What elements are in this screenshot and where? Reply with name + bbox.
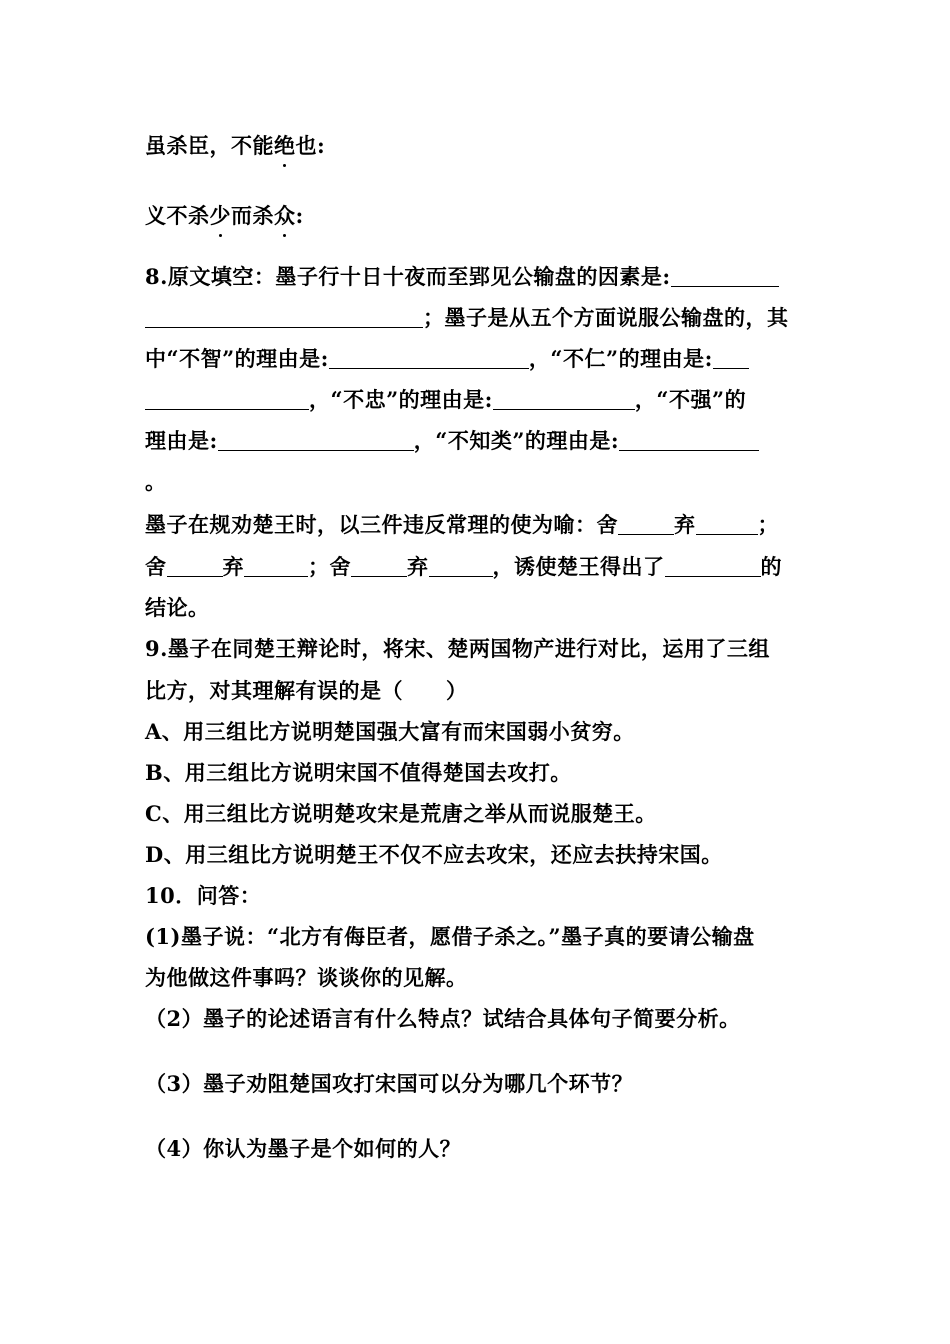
- text: ，“不强”的: [634, 387, 747, 412]
- blank-field[interactable]: [713, 346, 749, 369]
- option-d: [145, 840, 723, 870]
- blank-field[interactable]: [167, 554, 223, 577]
- blank-field[interactable]: [493, 387, 635, 410]
- dotted-char: 绝: [274, 131, 296, 161]
- text: 虽杀臣，不能: [145, 133, 274, 158]
- text: 9.墨子在同楚王辩论时，将宋、楚两国物产进行对比，运用了三组: [145, 636, 770, 661]
- question-10-title: [145, 881, 261, 911]
- text: 弃: [674, 512, 696, 537]
- question-10-sub-1: [145, 922, 755, 952]
- question-8-line: [145, 510, 779, 540]
- question-8-line: [145, 467, 167, 497]
- option-a: [145, 717, 635, 747]
- question-8-line: [145, 593, 210, 623]
- blank-field[interactable]: [244, 554, 308, 577]
- text: 义不杀: [145, 203, 210, 228]
- blank-field[interactable]: [218, 428, 414, 451]
- text: 比方，对其理解有误的是（ ）: [145, 678, 468, 703]
- text: A、用三组比方说明楚国强大富有而宋国弱小贫穷。: [145, 719, 635, 744]
- text: 。: [145, 469, 167, 494]
- question-10-sub-2: [145, 1004, 741, 1034]
- text: ，诱使楚王得出了: [492, 554, 665, 579]
- text: 8.原文填空：墨子行十日十夜而至郢见公输盘的因素是:: [145, 264, 671, 289]
- text-line: [145, 201, 304, 231]
- text: 而杀: [231, 203, 274, 228]
- question-10-sub-3: [145, 1069, 633, 1099]
- question-8-line: [145, 303, 789, 333]
- dotted-char: 少: [210, 201, 232, 231]
- question-8-line: [145, 385, 746, 415]
- question-8-line: [145, 426, 759, 456]
- blank-field[interactable]: [429, 554, 493, 577]
- text: D、用三组比方说明楚王不仅不应去攻宋，还应去扶持宋国。: [145, 842, 723, 867]
- question-8-line: [145, 552, 782, 582]
- text: 结论。: [145, 595, 210, 620]
- blank-field[interactable]: [351, 554, 407, 577]
- blank-field[interactable]: [619, 428, 759, 451]
- text: 10．问答：: [145, 883, 262, 908]
- question-8-line: [145, 344, 749, 374]
- text: 也:: [295, 133, 326, 158]
- blank-field[interactable]: [696, 512, 758, 535]
- text: B、用三组比方说明宋国不值得楚国去攻打。: [145, 760, 572, 785]
- question-10-sub-4: [145, 1134, 461, 1164]
- text: C、用三组比方说明楚攻宋是荒唐之举从而说服楚王。: [145, 801, 657, 826]
- text: ；墨子是从五个方面说服公输盘的，其: [423, 305, 789, 330]
- question-9-line: [145, 676, 468, 706]
- blank-field[interactable]: [329, 346, 529, 369]
- text: ，“不忠”的理由是:: [309, 387, 493, 412]
- text: ，“不知类”的理由是:: [413, 428, 620, 453]
- text: 理由是:: [145, 428, 218, 453]
- text: ；: [757, 512, 779, 537]
- text: 的: [760, 554, 782, 579]
- question-9-line: [145, 634, 770, 664]
- text-line: [145, 131, 325, 161]
- option-b: [145, 758, 572, 788]
- text: 为他做这件事吗？谈谈你的见解。: [145, 965, 468, 990]
- question-8-line: [145, 262, 779, 292]
- text: 舍: [145, 554, 167, 579]
- text: ，“不仁”的理由是:: [528, 346, 713, 371]
- blank-field[interactable]: [671, 264, 779, 287]
- text: （4）你认为墨子是个如何的人？: [145, 1136, 462, 1161]
- option-c: [145, 799, 657, 829]
- text: （3）墨子劝阻楚国攻打宋国可以分为哪几个环节？: [145, 1071, 634, 1096]
- text: 弃: [407, 554, 429, 579]
- blank-field[interactable]: [145, 387, 309, 410]
- text: 墨子在规劝楚王时，以三件违反常理的使为喻：舍: [145, 512, 618, 537]
- text: 中“不智”的理由是:: [145, 346, 329, 371]
- text: (1)墨子说：“北方有侮臣者，愿借子杀之。”墨子真的要请公输盘: [145, 924, 755, 949]
- blank-field[interactable]: [665, 554, 761, 577]
- dotted-char: 众: [274, 201, 296, 231]
- text: （2）墨子的论述语言有什么特点？试结合具体句子简要分析。: [145, 1006, 741, 1031]
- question-10-sub-1: [145, 963, 468, 993]
- text: ；舍: [308, 554, 351, 579]
- blank-field[interactable]: [145, 305, 423, 328]
- text: :: [295, 203, 304, 228]
- blank-field[interactable]: [618, 512, 674, 535]
- text: 弃: [222, 554, 244, 579]
